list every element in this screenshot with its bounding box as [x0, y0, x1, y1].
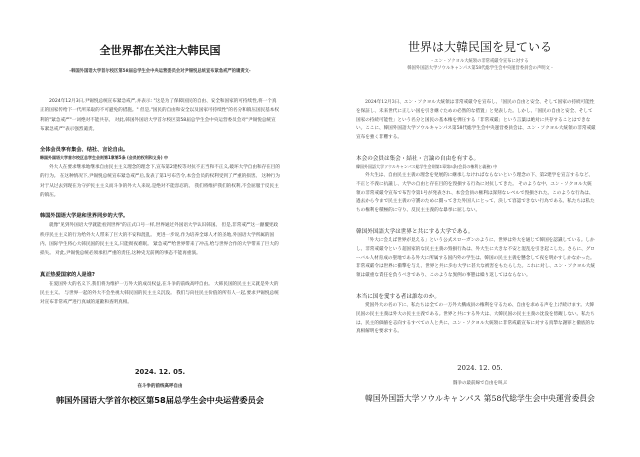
section-heading: 本会の会員は集会・結社・言論の自由を有する。: [356, 155, 480, 162]
section-heading: 本当に国を愛する者は誰なのか。: [356, 293, 440, 300]
intro-paragraph: 2024年12月3日,尹锡悦总统宣布紧急戒严,并表示: "这是为了保障国民的自由、安全和国家的可持续性,将一个真正的国家传给下一代所采取的不可避免的措施。" 但是,"国民的自由和安全以及国家可持续性"的名分和镇压国民基本权利的"紧急戒严"一词绝对不能共存。 对此,韩国外国语大学首尔校区第58届总学生会中央运营委员会对"尹锡悦总统宣布紧急戒严"表示强烈谴责。: [40, 99, 279, 132]
statement-date: 2024. 12. 05.: [134, 368, 186, 376]
page-subtitle: [320, 58, 640, 72]
section-paragraph: 外大人在要求继承地继承自由民主主义理念的理念下,宣布第2建校等对抗不正当和不正义,破坏大学自由和存在目的的行为。 在这种情况下,尹锡悦总统宣布紧急戒严后,发表了第1号布告令,本会会员的权利受到了严重的损害。 这种行为对于从过去到现在为守护民主主义而斗争的外大人来说,是绝对不能容忍的。 我们将维护我们的权利,不会屈服于反民主的镇压。: [40, 165, 280, 199]
section-heading: 真正热爱国家的人是谁?: [40, 271, 95, 278]
statement-date: 2024. 12. 05.: [457, 364, 503, 372]
subtitle-line: 韓国外国語大学ソウルキャンパス第58代総学生会中央運営委員会の声明文 -: [407, 66, 553, 71]
signature: 韓国外国語大学ソウルキャンパス 第58代総学生会中央運営委員会: [365, 394, 595, 403]
section-heading: 韩国外国语大学是和世界同步的大学。: [40, 213, 129, 220]
section-paragraph: 在爱国外大的名义下,我们将为维护一万外大的成员权益,在斗争的前线高呼自由。 大韩民国的民主主义就是外大的民主主义。 与世界一起的外大不会坐视大韩民国的民主主义沉没。 我们与向往民主价值的所有人一起,要求尹锡悦总统对宣布非常戒严进行真诚的道歉和查明真相。: [40, 281, 279, 306]
section-subhead: 韓国外国語大学ソウルキャンパス総学生会則第1章第5条(会員の権利と義務) 中: [356, 163, 498, 169]
subtitle-line: - ユン・ソクヨル大統領の非常戒厳令宣布に対する: [431, 59, 529, 64]
section-paragraph: 就像"见到外国语大学就能看到世界"的正式口号一样,世界通过外国语大学认识韩国。 但是,非常戒严这一颠覆宪政秩序民主主义的行为给外大人带来了巨大的不安和混乱。 更进一步说,作为培养全球人才的圣地,外国语大学所属的国内、国际学生将心大韩民国的民主主义,只能彻夜难眠。 紧急戒严给世界带来了冲击,给与世界合作的大学带来了巨大的损失。 对此,尹锡悦总统必须承担严重的责任,这种史无前例的事态不能再重演。: [40, 223, 279, 257]
intro-paragraph: 2024年12月3日、ユン・ソクヨル大統領は非常戒厳令を宣布し、「国民の自由と安全、そして国家の持続可能性を保証し、未来世代に正しい国を引き継ぐための必然的な措置」と発表した。しかし、「国民の自由と安全、そして国家の持続可能性」という名分と国民の基本権を弾圧する「非常戒厳」という言葉は絶対に共存することはできない。ここに、韓国外国語大学ソウルキャンパス第58代総学生会中央運営委員会は、ユン・ソクヨル大統領の非常戒厳宣布を強く非難する。: [356, 100, 596, 141]
page-title: 世界は大韓民国を見ている: [407, 40, 552, 54]
section-paragraph: 愛国外大の名の下に、私たちは全ての一万外大構成員の権利を守るため、自由を求める声を上げ続けます。大韓民国の民主主義は外大の民主主義である。世界と共にする外大は、大韓民国の民主主義の沈没を傍観しない。私たちは、民主的価値を志向するすべての人と共に、ユン・ソクヨル大統領に非常戒厳宣布に対する真摯な謝罪と徹底的な真相解明を要求する。: [356, 302, 595, 335]
section-heading: 全体会员享有集会、结社、言论自由。: [40, 147, 129, 154]
statement-page-japanese: [320, 0, 640, 457]
slogan: 闘争の最前線で自由を叫ぶ: [453, 381, 507, 386]
signature: 韩国外国语大学首尔校区第58届总学生会中央运营委员会: [56, 395, 264, 405]
section-paragraph: 外大生は、自由民主主義の理念を発展的に継承しなければならないという理念の下、第2建学を宣言するなど、不正と不義に抗議し、大学の自由と存在目的を毀損する行為に対抗してきた。 そのような中、ユン・ソクヨル大統領の非常戒厳令宣布で布告令第1号が発表され、本会会員の権利は深刻なレベルで毀損された。このような行為は、過去から今まで民主主義の守護のために闘ってきた外国人にとって、決して容認できない行為である。私たちは私たちの権利を積極的に守り、反民主主義的な暴挙に屈しない。: [356, 172, 595, 214]
statement-body: [356, 99, 596, 337]
page-subtitle: -韩国外国语大学首尔校区第58届总学生会中央运营委员会对尹锡悦总统宣布紧急戒严的谴责文-: [69, 69, 251, 74]
page-title: 全世界都在关注大韩民国: [99, 44, 221, 57]
slogan: 在斗争的前线高呼自由: [137, 384, 183, 389]
section-heading: 韓国外国語大学は世界と共にする大学である。: [356, 228, 474, 235]
section-subhead: 韩国外国语大学首尔校区总学生会则第1章第5条 (会员的权利和义务) 中: [40, 155, 169, 161]
statement-body: [40, 97, 280, 307]
section-paragraph: 「外大に会えば世界が見える」という公式スローガンのように、世界は外大を通じて韓国を認識している。しかし、非常戒厳令という超国家的な民主主義の毀損行為は、外大生に大きな不安と混乱を引き起こした。さらに、グローバル人材育成の聖地である外大に所属する国内外の学生は、韓国の民主主義を懸念して夜を明かすしかなかった。非常戒厳令は世界に衝撃を与え、世界と共に歩む大学に甚大な被害をもたらした。これに対し、ユン・ソクヨル大統領は厳重な責任を負うべきであり、このような異例の事態は繰り返してはならない。: [356, 237, 596, 279]
